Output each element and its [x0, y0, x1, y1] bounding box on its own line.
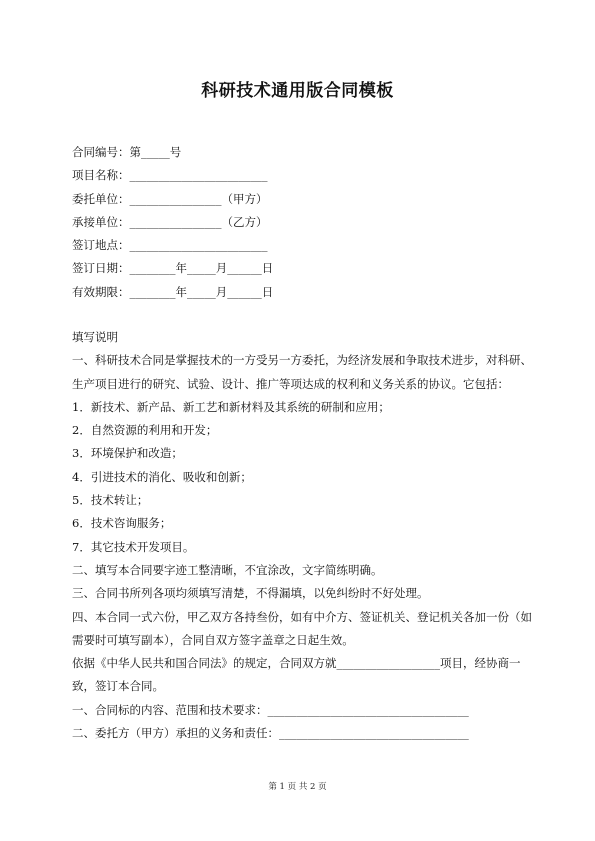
instruction-item-2: 二、填写本合同要字迹工整清晰，不宜涂改，文字简练明确。: [72, 562, 383, 577]
instructions-block: [72, 326, 534, 745]
instruction-sub-2: 2．自然资源的利用和开发；: [72, 423, 218, 438]
sign-place-line: 签订地点：________________________: [72, 238, 268, 253]
page-footer: 第 1 页 共 2 页: [268, 782, 327, 792]
instruction-item-4: 四、本合同一式六份，甲乙双方各持叁份，如有中介方、签证机关、登记机关各加一份（如需要时可填写副本），合同自双方签字盖章之日起生效。: [72, 609, 532, 647]
sign-date-line: 签订日期：________年_____月______日: [72, 261, 274, 276]
instruction-item-3: 三、合同书所列各项均须填写清楚，不得漏填，以免纠纷时不好处理。: [72, 586, 429, 601]
contractor-line: 承接单位：________________（乙方）: [72, 214, 268, 229]
instruction-sub-3: 3．环境保护和改造；: [72, 446, 183, 461]
instruction-sub-4: 4．引进技术的消化、吸收和创新；: [72, 469, 252, 484]
valid-period-line: 有效期限：________年_____月______日: [72, 284, 274, 299]
instructions-heading: 填写说明: [72, 330, 118, 344]
instruction-sub-7: 7．其它技术开发项目。: [72, 539, 195, 554]
client-line: 委托单位：________________（甲方）: [72, 191, 268, 206]
project-name-line: 项目名称：________________________: [72, 168, 268, 183]
clause-2: 二、委托方（甲方）承担的义务和责任：_________________________________: [72, 726, 469, 741]
instruction-sub-5: 5．技术转让；: [72, 493, 149, 508]
contract-preamble: 依据《中华人民共和国合同法》的规定，合同双方就__________________项目，经协商一致，签订本合同。: [72, 656, 521, 694]
document-title: 科研技术通用版合同模板: [201, 81, 394, 101]
instruction-sub-6: 6．技术咨询服务；: [72, 516, 172, 531]
instruction-item-1: 一、科研技术合同是掌握技术的一方受另一方委托，为经济发展和争取技术进步，对科研、生产项目进行的研究、试验、设计、推广等项达成的权利和义务关系的协议。它包括：: [72, 353, 532, 391]
clause-1: 一、合同标的内容、范围和技术要求：___________________________________: [72, 702, 469, 717]
instruction-sub-1: 1．新技术、新产品、新工艺和新材料及其系统的研制和应用；: [72, 399, 390, 414]
contract-meta-block: [72, 141, 532, 304]
contract-number-line: 合同编号：第_____号: [72, 145, 182, 159]
